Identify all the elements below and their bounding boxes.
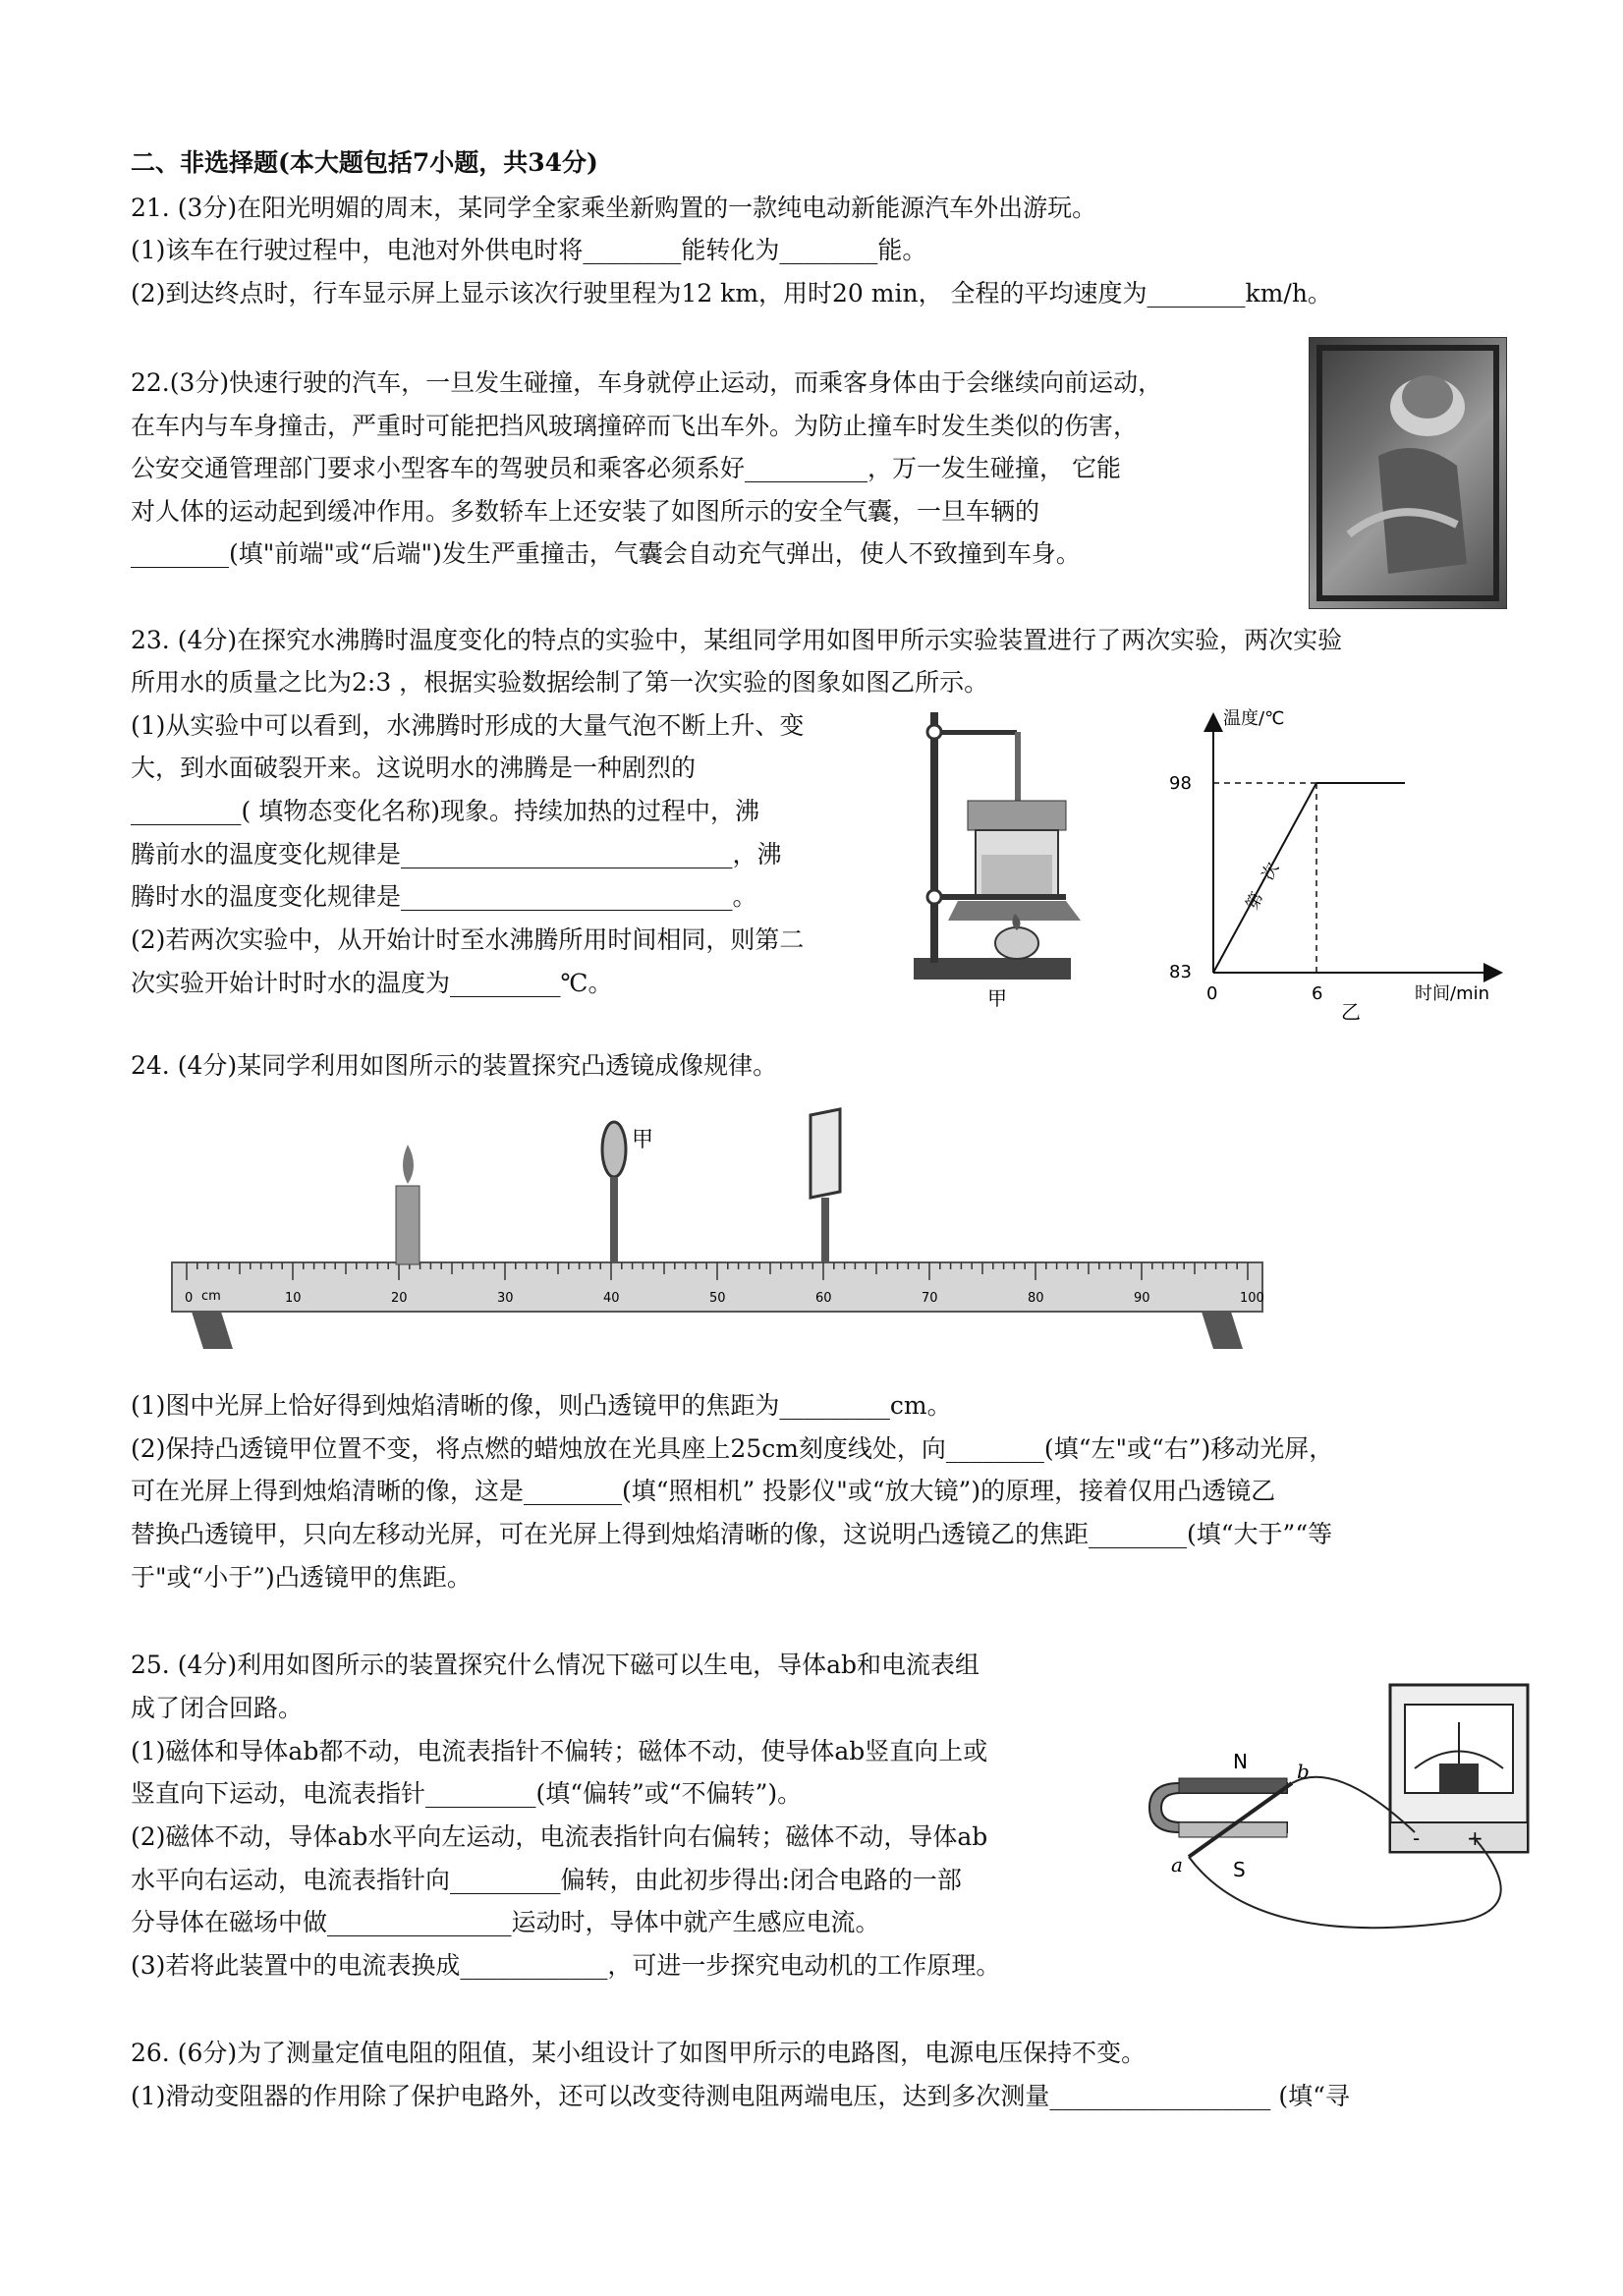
bench-tick-label-zero: 0 <box>185 1291 194 1306</box>
q25-line7: 分导体在磁场中做_______________运动时，导体中就产生感应电流。 <box>131 1908 880 1936</box>
q22-line1: 22.(3分)快速行驶的汽车，一旦发生碰撞，车身就停止运动，而乘客身体由于会继续向前运动， <box>131 368 1163 397</box>
lens-holder <box>610 1177 618 1262</box>
q21-stem: 21. (3分)在阳光明媚的周末，某同学全家乘坐新购置的一款纯电动新能源汽车外出游玩。 <box>131 194 1097 222</box>
screen-holder <box>821 1198 829 1262</box>
convex-lens <box>602 1122 626 1177</box>
bench-tick-label: 50 <box>709 1291 726 1306</box>
q23-line7: 腾时水的温度变化规律是___________________________。 <box>131 882 757 911</box>
optical-bench-figure <box>162 1105 1272 1361</box>
q22-line2: 在车内与车身撞击，严重时可能把挡风玻璃撞碎而飞出车外。为防止撞车时发生类似的伤害， <box>131 412 1139 440</box>
temperature-graph <box>1159 693 1552 1022</box>
figure-label-jia: 甲 <box>987 986 1007 1010</box>
label-a: a <box>1171 1853 1183 1876</box>
q25-line1: 25. (4分)利用如图所示的装置探究什么情况下磁可以生电，导体ab和电流表组 <box>131 1651 980 1679</box>
terminal-minus: - <box>1413 1826 1421 1850</box>
optical-bench-svg <box>162 1105 1272 1361</box>
bench-tick-label: 10 <box>285 1291 302 1306</box>
bench-leg-right <box>1202 1312 1243 1349</box>
q24-part2-line4: 于"或“小于”)凸透镜甲的焦距。 <box>131 1563 472 1592</box>
bench-tick-label: 90 <box>1134 1291 1150 1306</box>
q23-line3: (1)从实验中可以看到，水沸腾时形成的大量气泡不断上升、变 <box>131 711 805 740</box>
light-screen <box>811 1109 840 1198</box>
q24-stem: 24. (4分)某同学利用如图所示的装置探究凸透镜成像规律。 <box>131 1051 778 1080</box>
x-tick-6: 6 <box>1312 983 1323 1004</box>
boiling-apparatus-drawing <box>889 693 1095 1017</box>
series-label: 第一次 <box>1242 859 1284 914</box>
label-b: b <box>1297 1760 1310 1783</box>
q22-line3: 公安交通管理部门要求小型客车的驾驶员和乘客必须系好__________，万一发生碰撞， 它能 <box>131 454 1121 482</box>
y-tick-83: 83 <box>1169 962 1192 982</box>
q23-line1: 23. (4分)在探究水沸腾时温度变化的特点的实验中，某组同学用如图甲所示实验装置进行了两次实验，两次实验 <box>131 626 1343 654</box>
bench-tick-label: 20 <box>391 1291 408 1306</box>
q23-line8: (2)若两次实验中，从开始计时至水沸腾所用时间相同，则第二 <box>131 925 805 954</box>
terminal-plus: + <box>1467 1826 1483 1850</box>
lens-label: 甲 <box>632 1128 654 1152</box>
magnet-pole-s: S <box>1233 1858 1246 1881</box>
q25-line5: (2)磁体不动，导体ab水平向左运动，电流表指针向右偏转；磁体不动，导体ab <box>131 1822 988 1851</box>
induction-figure <box>1140 1665 1552 1950</box>
q24-part2-line3: 替换凸透镜甲，只向左移动光屏，可在光屏上得到烛焰清晰的像，这说明凸透镜乙的焦距________(填“大于”“等 <box>131 1520 1333 1548</box>
q25-line2: 成了闭合回路。 <box>131 1694 304 1722</box>
induction-svg <box>1140 1665 1552 1950</box>
q23-line4: 大，到水面破裂开来。这说明水的沸腾是一种剧烈的 <box>131 754 697 782</box>
q21-part2: (2)到达终点时，行车显示屏上显示该次行驶里程为12 km，用时20 min， 全程的平均速度为________km/h。 <box>131 279 1332 308</box>
bench-tick-label: 80 <box>1028 1291 1044 1306</box>
conductor-ab <box>1189 1783 1292 1857</box>
y-tick-98: 98 <box>1169 773 1192 794</box>
x-axis-label: 时间/min <box>1415 983 1490 1004</box>
temperature-graph-svg <box>1159 693 1552 1022</box>
figure-label-yi: 乙 <box>1341 1000 1361 1022</box>
bench-tick-label: 30 <box>497 1291 514 1306</box>
q24-part1: (1)图中光屏上恰好得到烛焰清晰的像，则凸透镜甲的焦距为_________cm。 <box>131 1391 952 1420</box>
q21-part1: (1)该车在行驶过程中，电池对外供电时将________能转化为________能。 <box>131 236 927 264</box>
bench-leg-left <box>192 1312 233 1349</box>
q26-line2: (1)滑动变阻器的作用除了保护电路外，还可以改变待测电阻两端电压，达到多次测量__________________ (填“寻 <box>131 2082 1350 2110</box>
q23-line6: 腾前水的温度变化规律是___________________________，沸 <box>131 840 782 868</box>
q23-line5: _________( 填物态变化名称)现象。持续加热的过程中，沸 <box>131 797 759 825</box>
q22-line4: 对人体的运动起到缓冲作用。多数轿车上还安装了如图所示的安全气囊，一旦车辆的 <box>131 497 1040 526</box>
q25-line3: (1)磁体和导体ab都不动，电流表指针不偏转；磁体不动，使导体ab竖直向上或 <box>131 1737 988 1765</box>
bench-tick-label: 40 <box>603 1291 620 1306</box>
q25-line6: 水平向右运动，电流表指针向_________偏转，由此初步得出:闭合电路的一部 <box>131 1866 962 1894</box>
bench-tick-label: 100 <box>1240 1291 1264 1306</box>
origin-label: 0 <box>1206 983 1218 1004</box>
q26-line1: 26. (6分)为了测量定值电阻的阻值，某小组设计了如图甲所示的电路图，电源电压保持不变。 <box>131 2039 1147 2067</box>
bench-tick-label: 60 <box>815 1291 832 1306</box>
q23-line2: 所用水的质量之比为2:3 ，根据实验数据绘制了第一次实验的图象如图乙所示。 <box>131 668 989 697</box>
bench-unit: cm <box>201 1289 221 1304</box>
airbag-photo <box>1309 337 1507 609</box>
section-title: 二、非选择题(本大题包括7小题，共34分) <box>131 148 598 177</box>
boiling-apparatus-figure <box>889 693 1095 1017</box>
q22-line5: ________(填"前端"或“后端")发生严重撞击，气囊会自动充气弹出，使人不致撞到车身。 <box>131 539 1081 568</box>
q24-part2-line1: (2)保持凸透镜甲位置不变，将点燃的蜡烛放在光具座上25cm刻度线处，向________(填“左"或“右”)移动光屏， <box>131 1434 1334 1463</box>
q24-part2-line2: 可在光屏上得到烛焰清晰的像，这是________(填“照相机” 投影仪"或“放大镜”)的原理，接着仅用凸透镜乙 <box>131 1477 1276 1505</box>
q23-line9: 次实验开始计时时水的温度为_________℃。 <box>131 969 613 997</box>
bench-tick-label: 70 <box>922 1291 938 1306</box>
candle <box>396 1186 420 1264</box>
q25-line8: (3)若将此装置中的电流表换成____________，可进一步探究电动机的工作原理。 <box>131 1951 1001 1980</box>
y-axis-label: 温度/℃ <box>1223 708 1285 729</box>
q25-line4: 竖直向下运动，电流表指针_________(填“偏转”或“不偏转”)。 <box>131 1779 803 1808</box>
candle-flame <box>403 1145 414 1184</box>
magnet-pole-n: N <box>1233 1750 1248 1773</box>
